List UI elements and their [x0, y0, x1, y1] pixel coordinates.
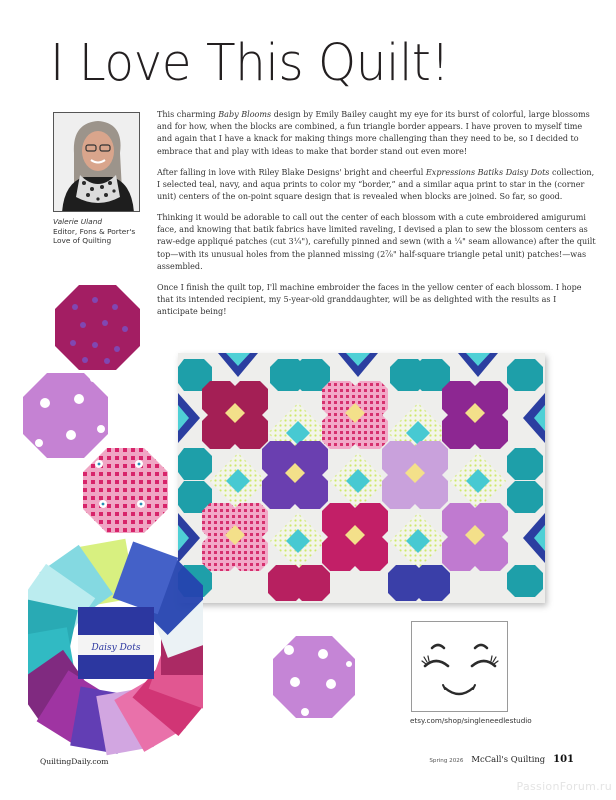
fabric-swatch-magenta — [55, 285, 140, 370]
author-name: Valerie Uland — [53, 217, 103, 226]
author-publication: Love of Quilting — [53, 236, 112, 246]
smiley-face-icon — [412, 622, 509, 713]
author-photo — [53, 112, 140, 212]
fabric-bundle-label: Daisy Dots — [91, 643, 141, 653]
quilt-photo — [178, 353, 545, 603]
watermark: PassionForum.ru — [516, 780, 612, 793]
fabric-bundle-photo — [28, 535, 203, 760]
paragraph-3: Thinking it would be adorable to call out the center of each blossom with a cute embroidered amigurumi face, and knowing that batik fabrics have limited raveling, I devised a plan to sew the blossom centers as raw-edge appliqué patches (cut 3¼"), carefully pinned and sewn (with a ¼" seam allowance) after the quilt top—with its unusual holes from the planned missing (2⅞" half-square triangle petal unit) patches!—was assembled. — [157, 213, 596, 271]
article-body — [157, 109, 597, 327]
paragraph-1: This charming Baby Blooms design by Emily Bailey caught my eye for its burst of colorful, large blossoms and for how, when the blocks are combined, a fun triangle border appears. I have proven to myself time and again that I have a knack for making things more challenging than they need to be, so I decided to embrace that and play with ideas to make that border stand out even more! — [157, 110, 590, 156]
paragraph-2: After falling in love with Riley Blake Designs' bright and cheerful Expressions Batiks Daisy Dots collection, I selected teal, navy, and aqua prints to color my “border,” and a similar aqua print to star in the (corner unit) centers of the on-point square design that is revealed when blocks are joined. So far, so good. — [157, 167, 595, 202]
footer-website[interactable]: QuiltingDaily.com — [40, 757, 109, 766]
footer-magazine: McCall's Quilting — [471, 754, 546, 764]
fabric-swatch-lavender-2 — [273, 636, 355, 718]
embroidery-credit-link[interactable]: etsy.com/shop/singleneedlestudio — [410, 716, 532, 725]
fabric-swatch-pink-gingham — [83, 448, 168, 533]
footer-folio — [429, 754, 574, 765]
author-role: Editor, Fons & Porter's — [53, 226, 136, 236]
paragraph-4: Once I finish the quilt top, I'll machine embroider the faces in the yellow center of each blossom. I hope that its intended recipient, my 5-year-old granddaughter, will be as delighted with the results as I anticipate being! — [157, 282, 582, 317]
page-title: I Love This Quilt! — [50, 34, 450, 93]
author-caption — [53, 217, 163, 246]
fabric-swatch-lavender — [23, 373, 108, 458]
footer-season: Spring 2026 — [429, 758, 464, 764]
embroidery-face-design — [411, 621, 508, 712]
page-number: 101 — [553, 754, 574, 765]
